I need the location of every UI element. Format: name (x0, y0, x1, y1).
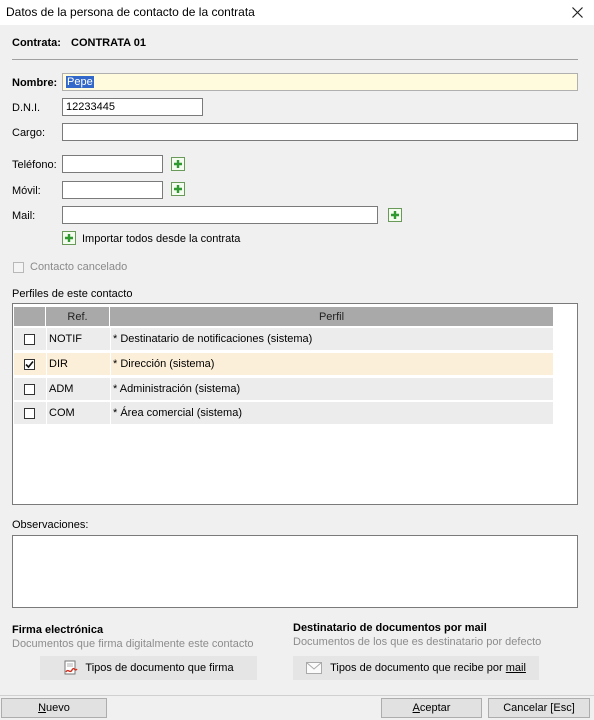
import-movil-button[interactable] (171, 182, 185, 196)
import-all-label[interactable]: Importar todos desde la contrata (82, 233, 241, 245)
mail-docs-title: Destinatario de documentos por mail (293, 622, 487, 634)
tipos-firma-button[interactable] (40, 656, 257, 680)
import-telefono-button[interactable] (171, 157, 185, 171)
row-checkbox[interactable] (24, 359, 35, 370)
close-icon (572, 7, 583, 18)
plus-icon (64, 233, 74, 243)
row-perfil: * Dirección (sistema) (113, 358, 215, 370)
row-perfil: * Destinatario de notificaciones (sistema) (113, 333, 313, 345)
tipos-mail-label: Tipos de documento que recibe por mail (330, 662, 526, 674)
contrata-label: Contrata: (12, 37, 61, 49)
plus-icon (173, 184, 183, 194)
nuevo-button[interactable] (1, 698, 107, 718)
firma-title: Firma electrónica (12, 624, 104, 636)
plus-icon (173, 159, 183, 169)
row-ref: ADM (49, 383, 74, 395)
firma-subtitle: Documentos que firma digitalmente este contacto (12, 638, 254, 650)
perfiles-grid[interactable] (12, 303, 578, 505)
row-checkbox[interactable] (24, 408, 35, 419)
checkmark-icon (25, 360, 34, 369)
observaciones-field[interactable] (12, 535, 578, 608)
cancelado-label: Contacto cancelado (30, 261, 128, 273)
aceptar-label: Aceptar (412, 702, 451, 714)
header-divider (12, 59, 578, 60)
import-all-button[interactable] (62, 231, 76, 245)
row-checkbox[interactable] (24, 384, 35, 395)
mail-field[interactable] (62, 206, 378, 224)
aceptar-button[interactable] (381, 698, 482, 718)
movil-label: Móvil: (12, 185, 41, 197)
cancelado-checkbox[interactable] (13, 262, 24, 273)
nombre-value: Pepe (67, 76, 93, 88)
observaciones-label: Observaciones: (12, 519, 89, 531)
import-mail-button[interactable] (388, 208, 402, 222)
nuevo-label: Nuevo (38, 702, 70, 714)
cargo-field[interactable] (62, 123, 578, 141)
cancelar-button[interactable]: Cancelar [Esc] (488, 698, 590, 718)
movil-field[interactable] (62, 181, 163, 199)
tipos-mail-button[interactable] (293, 656, 539, 680)
table-row[interactable] (14, 378, 553, 400)
row-ref: NOTIF (49, 333, 82, 345)
footer-divider (0, 695, 594, 696)
nombre-label: Nombre: (12, 77, 58, 89)
grid-header-check (14, 307, 45, 326)
plus-icon (390, 210, 400, 220)
row-perfil: * Área comercial (sistema) (113, 407, 242, 419)
envelope-icon (306, 662, 322, 674)
signature-document-icon (63, 660, 79, 676)
perfiles-label: Perfiles de este contacto (12, 288, 133, 300)
dni-field[interactable]: 12233445 (62, 98, 203, 116)
row-perfil: * Administración (sistema) (113, 383, 241, 395)
telefono-field[interactable] (62, 155, 163, 173)
table-row[interactable] (14, 402, 553, 424)
grid-header-ref[interactable]: Ref. (46, 307, 109, 326)
mail-docs-subtitle: Documentos de los que es destinatario por defecto (293, 636, 542, 648)
contrata-value: CONTRATA 01 (71, 37, 146, 49)
row-ref: COM (49, 407, 75, 419)
nombre-field[interactable] (62, 73, 578, 91)
tipos-firma-label: Tipos de documento que firma (85, 662, 234, 674)
close-button[interactable] (560, 0, 594, 25)
table-row[interactable] (14, 328, 553, 350)
telefono-label: Teléfono: (12, 159, 57, 171)
table-row[interactable] (14, 353, 553, 375)
window-title: Datos de la persona de contacto de la contrata (6, 5, 255, 19)
dni-label: D.N.I. (12, 102, 41, 114)
row-checkbox[interactable] (24, 334, 35, 345)
cargo-label: Cargo: (12, 127, 46, 139)
grid-header-perfil[interactable]: Perfil (110, 307, 553, 326)
mail-label: Mail: (12, 210, 36, 222)
row-ref: DIR (49, 358, 68, 370)
